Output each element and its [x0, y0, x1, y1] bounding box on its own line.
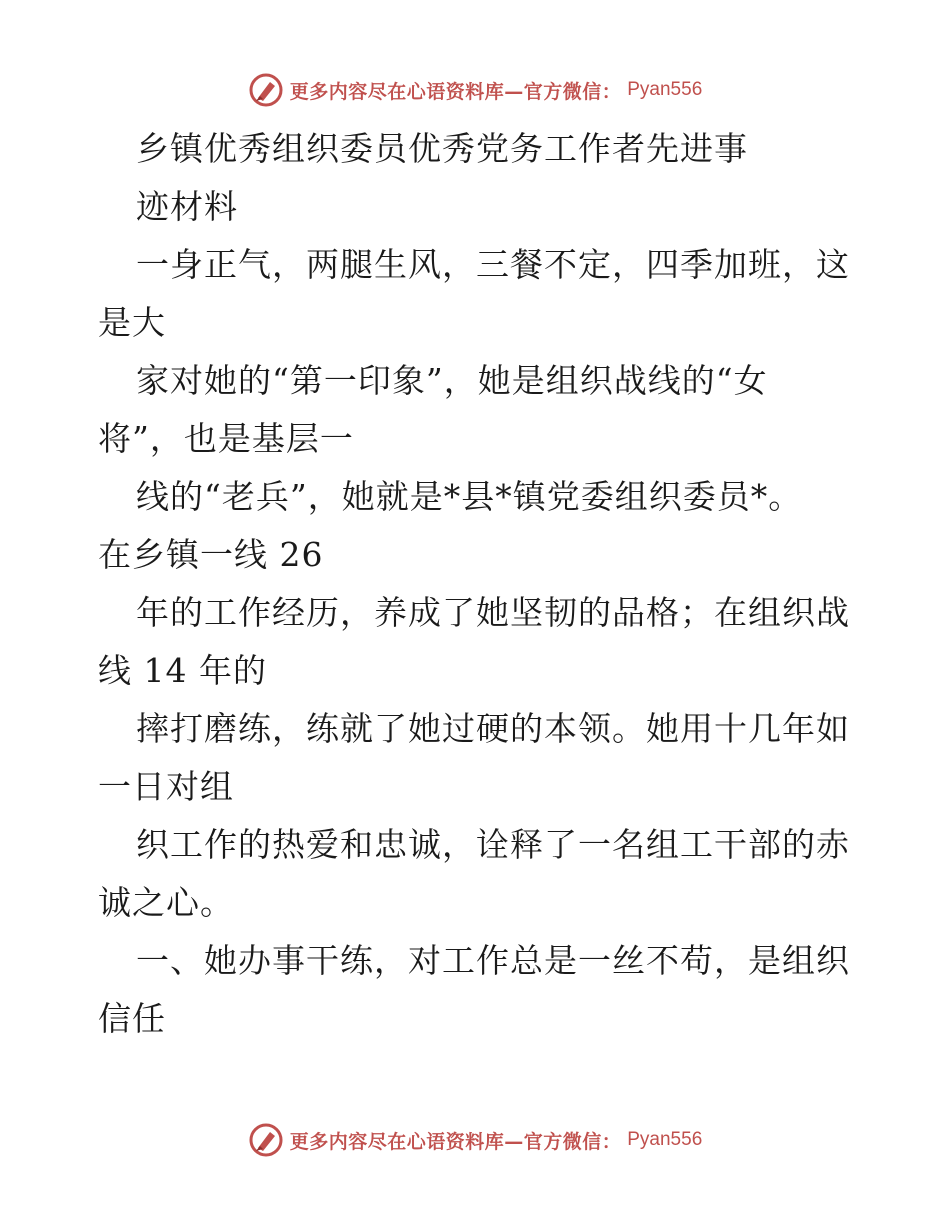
text-line: 线的“老兵”，她就是*县*镇党委组织委员*。	[136, 477, 803, 516]
text-line: 信任	[98, 999, 166, 1038]
text-line: 一日对组	[98, 767, 234, 806]
text-line: 是大	[98, 303, 166, 342]
text-line: 一、她办事干练，对工作总是一丝不苟，是组织	[136, 941, 850, 980]
pen-nib-logo-icon	[248, 72, 284, 108]
text-line: 一身正气，两腿生风，三餐不定，四季加班，这	[136, 245, 850, 284]
text-line: 迹材料	[136, 187, 238, 226]
text-line: 织工作的热爱和忠诚，诠释了一名组工干部的赤	[136, 825, 850, 864]
text-line: 诚之心。	[98, 883, 234, 922]
text-line: 将”，也是基层一	[98, 419, 354, 458]
text-line: 摔打磨练，练就了她过硬的本领。她用十几年如	[136, 709, 850, 748]
banner-text: 更多内容尽在心语资料库—官方微信：	[289, 80, 622, 103]
text-line: 乡镇优秀组织委员优秀党务工作者先进事	[136, 129, 748, 168]
text-line: 线 14 年的	[98, 651, 267, 690]
text-line: 在乡镇一线 26	[98, 535, 324, 574]
pen-nib-logo-icon	[248, 1122, 284, 1158]
text-line: 年的工作经历，养成了她坚韧的品格；在组织战	[136, 593, 850, 632]
text-line: 家对她的“第一印象”，她是组织战线的“女	[136, 361, 768, 400]
banner-text: 更多内容尽在心语资料库—官方微信：	[289, 1130, 622, 1153]
banner-wechat-id: Pyan556	[627, 1129, 703, 1150]
document-body	[98, 120, 858, 1048]
header-banner	[0, 70, 950, 110]
footer-banner	[0, 1120, 950, 1160]
banner-wechat-id: Pyan556	[627, 79, 703, 100]
